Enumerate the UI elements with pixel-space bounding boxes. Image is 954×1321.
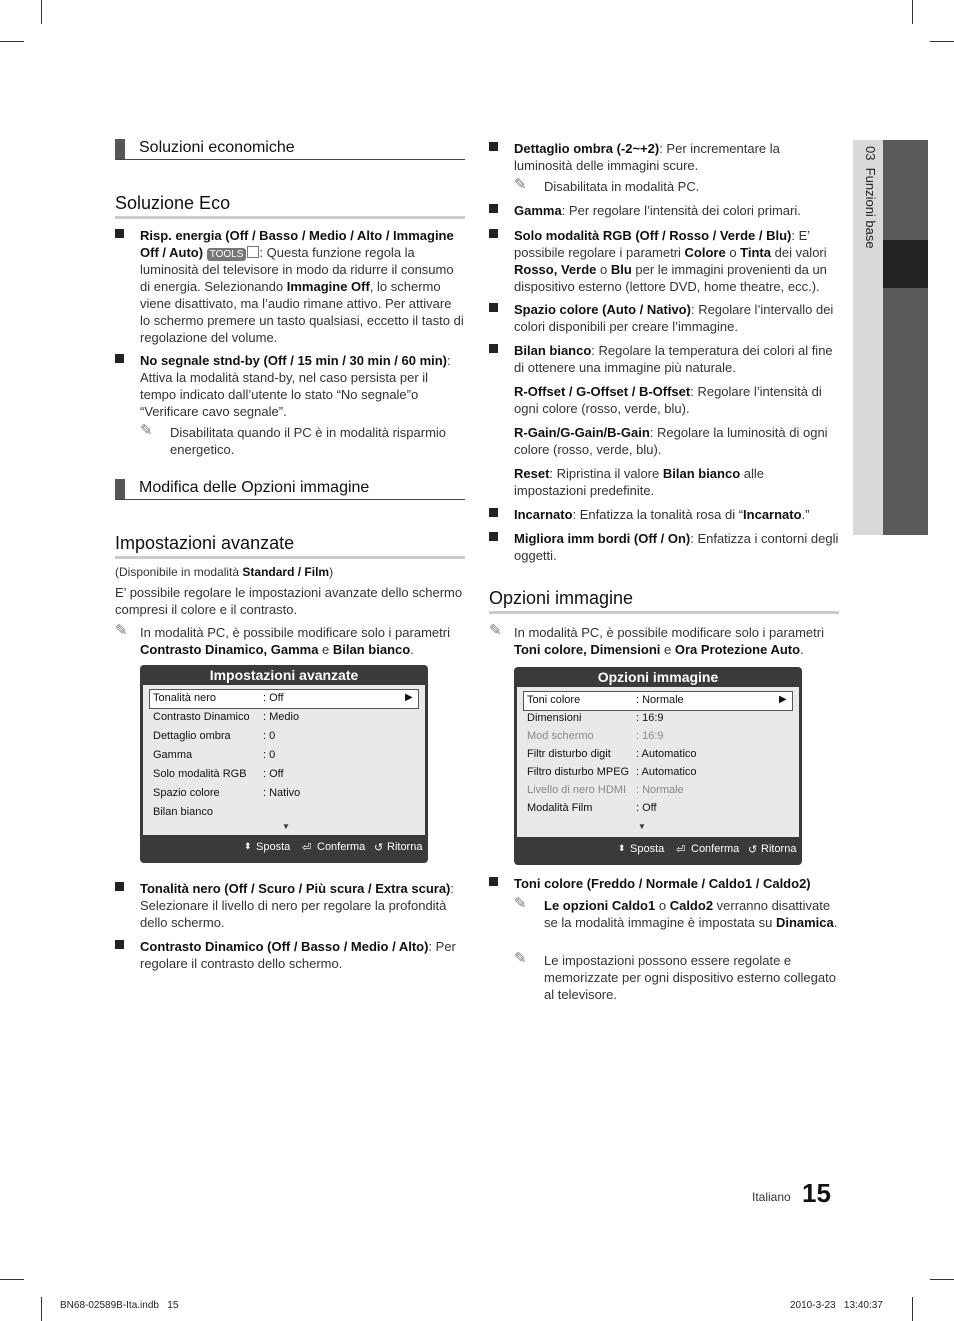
pencil-icon: ✎ (115, 622, 128, 639)
list-item: Bilan bianco: Regolare la temperatura dei colori al fine di ottenere una immagine più naturale. (489, 342, 839, 376)
bullet-icon (489, 303, 498, 312)
menu-row[interactable]: Gamma : 0 (153, 749, 276, 761)
scroll-down-icon: ▼ (282, 822, 290, 831)
footer-language: Italiano (752, 1190, 791, 1204)
osd-menu-advanced: Impostazioni avanzate Tonalità nero : Off ▶ Contrasto Dinamico : Medio Dettaglio ombra : 0 Gamma : 0 Solo modalità RGB : Off Spazio colore : Nativo Bilan bianco ▼ ⬍ Sposta ⏎ Conferma ↺ Ritorna (140, 665, 428, 863)
note: ✎ Le opzioni Caldo1 o Caldo2 verranno disattivate se la modalità immagine è impostata su Dinamica. (514, 895, 838, 930)
crop-mark (0, 41, 24, 42)
bullet-icon (489, 508, 498, 517)
return-icon: ↺ (748, 844, 758, 856)
pencil-icon: ✎ (489, 622, 502, 639)
note: ✎ In modalità PC, è possibile modificare solo i parametri Toni colore, Dimensioni e Ora Protezione Auto. (489, 622, 824, 657)
bullet-icon (115, 354, 124, 363)
updown-icon: ⬍ (244, 841, 252, 851)
menu-row[interactable]: Contrasto Dinamico : Medio (153, 711, 300, 723)
menu-row-disabled: Mod schermo : 16:9 (527, 730, 664, 742)
crop-mark (930, 1279, 954, 1280)
bullet-icon (115, 882, 124, 891)
menu-row[interactable]: Dimensioni : 16:9 (527, 712, 664, 724)
intro-text: E’ possibile regolare le impostazioni avanzate dello schermo compresi il colore e il contrasto. (115, 585, 463, 617)
bullet-icon (489, 204, 498, 213)
list-item: Migliora imm bordi (Off / On): Enfatizza i contorni degli oggetti. (489, 530, 839, 564)
crop-mark (912, 0, 913, 24)
list-item: Dettaglio ombra (-2~+2): Per incrementare la luminosità delle immagini scure. (489, 140, 839, 174)
list-item: Gamma: Per regolare l’intensità dei colori primari. (489, 202, 839, 219)
bullet-icon (115, 229, 124, 238)
bullet-icon (489, 142, 498, 151)
side-tab-label: 03 Funzioni base (863, 146, 878, 249)
side-tab-dark (883, 140, 928, 535)
tools-badge: TOOLS (207, 248, 247, 261)
left-column (115, 0, 465, 1000)
sub-paragraph: R-Offset / G-Offset / B-Offset: Regolare l’intensità di ogni colore (rosso, verde, blu). (514, 384, 822, 416)
pencil-icon: ✎ (514, 176, 527, 193)
return-icon: ↺ (374, 842, 384, 854)
menu-row[interactable]: Toni colore : Normale ▶ (517, 691, 799, 709)
pencil-icon: ✎ (514, 950, 527, 967)
list-item: Spazio colore (Auto / Nativo): Regolare l’intervallo dei colori disponibili per creare l’immagine. (489, 301, 839, 335)
sub-paragraph: Reset: Ripristina il valore Bilan bianco alle impostazioni predefinite. (514, 466, 765, 498)
menu-title: Impostazioni avanzate (209, 667, 359, 683)
menu-row[interactable]: Bilan bianco (153, 806, 213, 818)
list-item: Tonalità nero (Off / Scuro / Più scura / Extra scura): Selezionare il livello di nero per regolare la profondità dello schermo. (115, 880, 465, 931)
crop-mark (0, 1279, 24, 1280)
enter-icon: ⏎ (302, 842, 312, 854)
crop-mark (41, 0, 42, 24)
crop-mark (41, 1297, 42, 1321)
section-title: Modifica delle Opzioni immagine (139, 479, 370, 496)
section-bar (115, 139, 125, 159)
menu-panel (517, 687, 799, 837)
crop-mark (930, 41, 954, 42)
availability-text: (Disponibile in modalità Standard / Film) (115, 565, 334, 579)
menu-row[interactable]: Tonalità nero : Off ▶ (143, 689, 425, 707)
list-item: Contrasto Dinamico (Off / Basso / Medio / Alto): Per regolare il contrasto dello schermo. (115, 938, 465, 972)
section-header (115, 479, 465, 500)
page-number: 15 (802, 1178, 831, 1208)
osd-menu-picture-options: Opzioni immagine Toni colore : Normale ▶ Dimensioni : 16:9 Mod schermo : 16:9 Filtr disturbo digit : Automatico Filtro disturbo MPEG : Automatico Livello di nero HDMI : Normale Modalità Film : Off ▼ ⬍ Sposta ⏎ Conferma ↺ Ritorna (514, 667, 802, 865)
scroll-down-icon: ▼ (638, 822, 646, 831)
menu-row[interactable]: Spazio colore : Nativo (153, 787, 301, 799)
footer-file: BN68-02589B-Ita.indb 15 (60, 1300, 179, 1311)
bullet-icon (489, 532, 498, 541)
section-header (115, 139, 465, 160)
pencil-icon: ✎ (514, 895, 527, 912)
footer-date: 2010-3-23 13:40:37 (790, 1300, 883, 1311)
menu-row-disabled: Livello di nero HDMI : Normale (527, 784, 684, 796)
note: ✎ Le impostazioni possono essere regolate e memorizzate per ogni dispositivo esterno collegato al televisore. (514, 950, 836, 1002)
menu-row[interactable]: Filtr disturbo digit : Automatico (527, 748, 697, 760)
pencil-icon: ✎ (140, 422, 153, 439)
bullet-icon (115, 940, 124, 949)
section-title: Soluzioni economiche (139, 139, 295, 156)
tools-icon (247, 246, 259, 258)
note: ✎ Disabilitata quando il PC è in modalità risparmio energetico. (140, 422, 447, 457)
heading-soluzione-eco: Soluzione Eco (115, 193, 465, 219)
menu-row[interactable]: Modalità Film : Off (527, 802, 657, 814)
menu-row[interactable]: Dettaglio ombra : 0 (153, 730, 276, 742)
menu-row[interactable]: Filtro disturbo MPEG : Automatico (527, 766, 697, 778)
sub-paragraph: R-Gain/G-Gain/B-Gain: Regolare la luminosità di ogni colore (rosso, verde, blu). (514, 425, 828, 457)
list-item: Risp. energia (Off / Basso / Medio / Alto / Immagine Off / Auto) TOOLS : Questa funzione regola la luminosità del televisore in modo da ridurre il consumo di energia. Selezionando Immagine Off, lo schermo viene disattivato, ma l’audio rimane attivo. Per attivare lo schermo premere un tasto qualsiasi, eccetto il tasto di regolazione del volume. (115, 227, 465, 346)
list-item: Toni colore (Freddo / Normale / Caldo1 / Caldo2) (489, 875, 839, 892)
side-tab-marker (883, 240, 928, 288)
item-term: Risp. energia (Off / Basso / Medio / Alto / Immagine Off / Auto) (140, 228, 454, 260)
list-item: No segnale stnd-by (Off / 15 min / 30 min / 60 min): Attiva la modalità stand-by, nel caso persista per il tempo indicato dall’utente lo stato “No segnale”o “Verificare cavo segnale”. (115, 352, 465, 420)
heading-opzioni-immagine: Opzioni immagine (489, 588, 839, 614)
menu-panel (143, 685, 425, 835)
menu-row[interactable]: Solo modalità RGB : Off (153, 768, 284, 780)
updown-icon: ⬍ (618, 843, 626, 853)
list-item: Incarnato: Enfatizza la tonalità rosa di “Incarnato.” (489, 506, 839, 523)
enter-icon: ⏎ (676, 844, 686, 856)
list-item: Solo modalità RGB (Off / Rosso / Verde / Blu): E’ possibile regolare i parametri Colore o Tinta dei valori Rosso, Verde o Blu per le immagini provenienti da un dispositivo esterno (lettore DVD, home theatre, ecc.). (489, 227, 839, 295)
crop-mark (912, 1297, 913, 1321)
heading-impostazioni-avanzate: Impostazioni avanzate (115, 533, 465, 559)
note: ✎ In modalità PC, è possibile modificare solo i parametri Contrasto Dinamico, Gamma e Bilan bianco. (115, 622, 450, 657)
bullet-icon (489, 229, 498, 238)
arrow-right-icon: ▶ (405, 692, 413, 703)
bullet-icon (489, 877, 498, 886)
arrow-right-icon: ▶ (779, 694, 787, 705)
note: ✎ Disabilitata in modalità PC. (514, 176, 700, 194)
menu-title: Opzioni immagine (597, 669, 719, 685)
right-column (489, 0, 839, 1050)
bullet-icon (489, 344, 498, 353)
section-bar (115, 479, 125, 499)
